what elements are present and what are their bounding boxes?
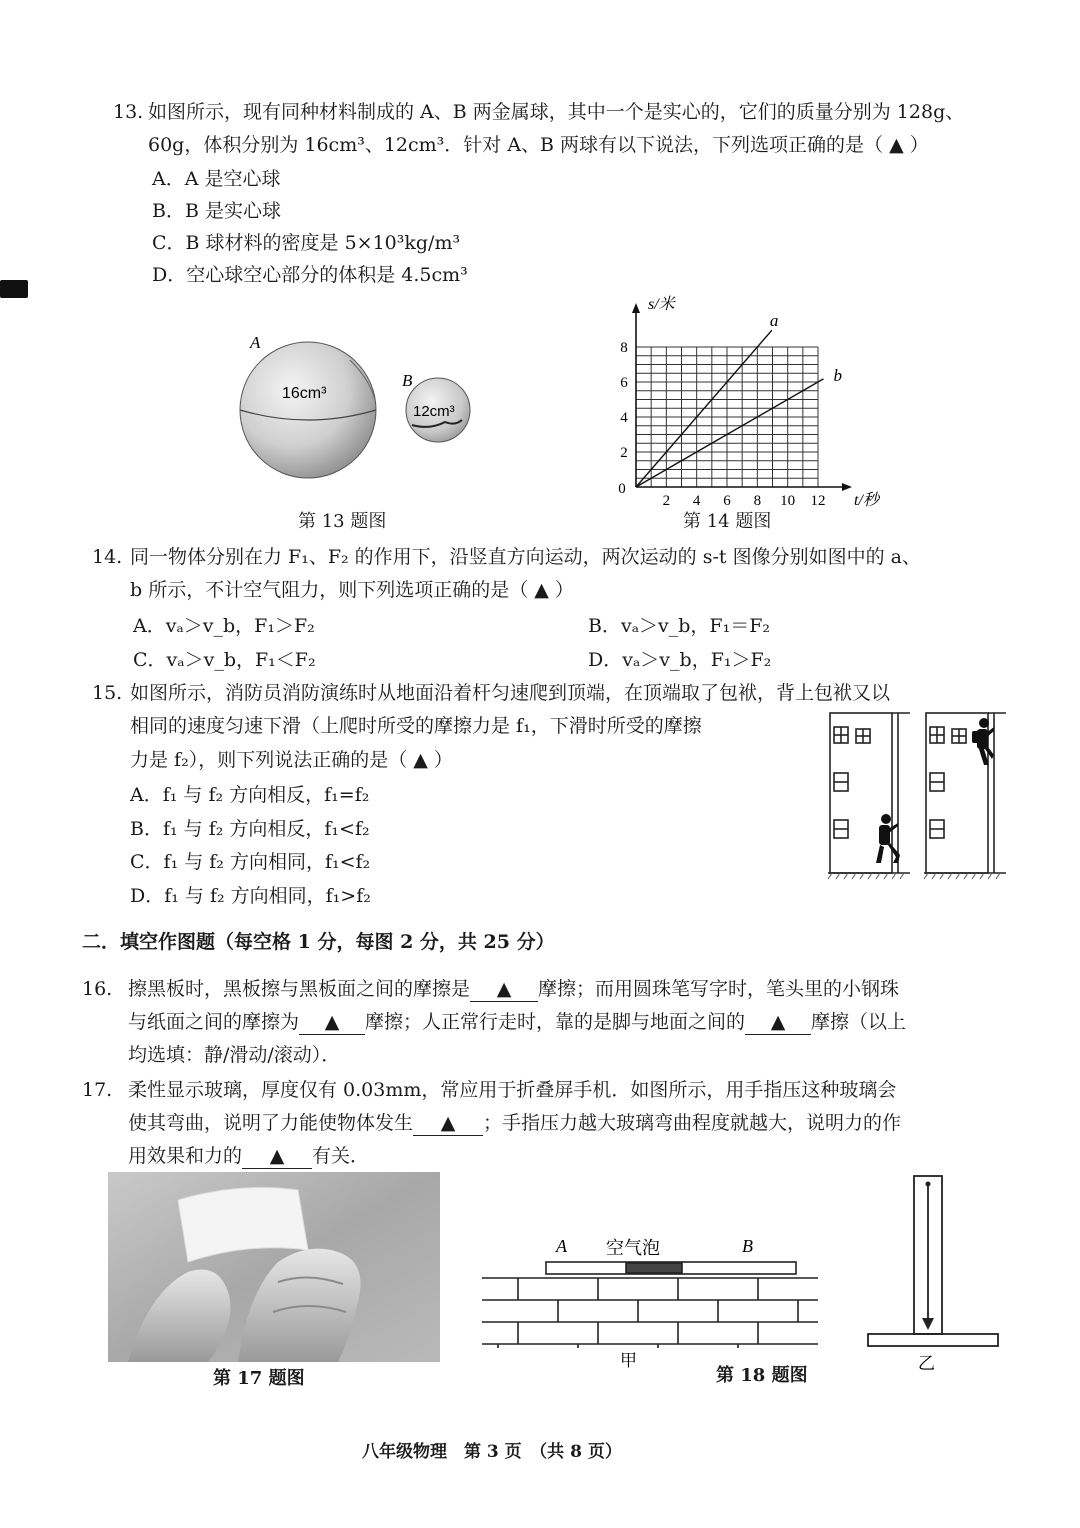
- q17-flexible-glass-photo: [108, 1172, 440, 1362]
- q14-option-b: B．vₐ＞v_b，F₁＝F₂: [588, 615, 771, 637]
- series-label-a: a: [769, 311, 779, 331]
- q16-line2-text-a: 与纸面之间的摩擦为: [128, 1011, 300, 1033]
- q14-figure-caption: 第 14 题图: [683, 511, 772, 532]
- q16-line3: 均选填：静/滑动/滚动）．: [128, 1044, 341, 1066]
- x-tick-label: 6: [723, 493, 731, 509]
- q18-label-b: B: [742, 1236, 753, 1256]
- origin-label: 0: [618, 481, 626, 497]
- q17-line3-text-b: 有关．: [312, 1145, 370, 1167]
- q16-blank-3[interactable]: ▲: [745, 1010, 811, 1035]
- y-tick-label: 4: [620, 410, 628, 426]
- firefighter-climbing: [876, 814, 900, 863]
- section2-title: 二．填空作图题（每空格 1 分，每图 2 分，共 25 分）: [82, 931, 555, 953]
- q14-option-c: C．vₐ＞v_b，F₁＜F₂: [133, 649, 316, 671]
- q17-blank-2[interactable]: ▲: [242, 1144, 312, 1169]
- air-bubble: [626, 1263, 682, 1273]
- y-tick-label: 6: [620, 375, 628, 391]
- series-line-b: [636, 379, 823, 487]
- y-tick-label: 2: [620, 445, 628, 461]
- x-tick-label: 8: [753, 493, 762, 509]
- firefighter-descending: [972, 718, 994, 765]
- sphere-b-volume: 12cm³: [413, 403, 455, 420]
- q18-label-yi: 乙: [918, 1354, 935, 1374]
- q13-option-d: D．空心球空心部分的体积是 4.5cm³: [152, 264, 468, 286]
- q13-option-a: A．A 是空心球: [152, 168, 281, 190]
- sphere-b-label: B: [402, 371, 413, 390]
- q15-option-c: C．f₁ 与 f₂ 方向相同，f₁<f₂: [130, 851, 371, 873]
- q17-blank-1[interactable]: ▲: [413, 1111, 483, 1136]
- q17-line1: 柔性显示玻璃，厚度仅有 0.03mm，常应用于折叠屏手机．如图所示，用手指压这种玻璃会: [128, 1079, 897, 1101]
- q16-line1: [128, 977, 899, 1002]
- q16-blank-2[interactable]: ▲: [299, 1010, 365, 1035]
- x-tick-label: 10: [780, 493, 796, 509]
- q17-figure-caption: 第 17 题图: [213, 1368, 305, 1389]
- q14-option-d: D．vₐ＞v_b，F₁＞F₂: [588, 649, 772, 671]
- q18-label-jia: 甲: [620, 1351, 637, 1371]
- q14-stem-line1: 同一物体分别在力 F₁、F₂ 的作用下，沿竖直方向运动，两次运动的 s-t 图像分别如图中的 a、: [130, 546, 921, 568]
- q13-stem-line2: 60g，体积分别为 16cm³、12cm³．针对 A、B 两球有以下说法，下列选项正确的是（ ▲ ）: [148, 134, 929, 156]
- q16-line1-text-a: 擦黑板时，黑板擦与黑板面之间的摩擦是: [128, 978, 471, 1000]
- q15-option-d: D．f₁ 与 f₂ 方向相同，f₁>f₂: [130, 885, 371, 907]
- q16-line2: [128, 1010, 906, 1035]
- q13-stem-line1: 如图所示，现有同种材料制成的 A、B 两金属球，其中一个是实心的，它们的质量分别为 128g、: [148, 101, 965, 123]
- q15-option-b: B．f₁ 与 f₂ 方向相反，f₁<f₂: [130, 818, 370, 840]
- q16-line1-text-b: 摩擦；而用圆珠笔写字时，笔头里的小钢珠: [538, 978, 900, 1000]
- q15-number: 15.: [92, 682, 123, 704]
- q16-number: 16.: [82, 978, 113, 1000]
- y-tick-label: 8: [620, 340, 628, 356]
- q14-stem-line2: b 所示，不计空气阻力，则下列选项正确的是（ ▲ ）: [130, 579, 574, 601]
- q15-stem-line1: 如图所示，消防员消防演练时从地面沿着杆匀速爬到顶端，在顶端取了包袱，背上包袱又以: [130, 682, 891, 704]
- q17-line3-text-a: 用效果和力的: [128, 1145, 243, 1167]
- q13-figure-caption: 第 13 题图: [298, 511, 387, 532]
- q17-number: 17.: [82, 1079, 113, 1101]
- q16-blank-1[interactable]: ▲: [470, 977, 538, 1002]
- x-tick-label: 4: [692, 493, 701, 509]
- x-tick-label: 2: [662, 493, 671, 509]
- q17-line2: [128, 1111, 901, 1136]
- margin-marker: [0, 280, 28, 298]
- q17-line3: [128, 1144, 369, 1169]
- y-axis-arrow: [632, 303, 640, 313]
- x-axis-arrow: [842, 483, 852, 491]
- base-board: [868, 1334, 998, 1346]
- plumb-bob: [922, 1318, 934, 1330]
- q14-number: 14.: [92, 546, 123, 568]
- q14-st-chart: [610, 290, 910, 520]
- x-tick-label: 12: [810, 493, 826, 509]
- q15-stem-line2: 相同的速度匀速下滑（上爬时所受的摩擦力是 f₁，下滑时所受的摩擦: [130, 715, 702, 737]
- y-axis-label: s/米: [648, 296, 675, 313]
- q18-label-bubble: 空气泡: [606, 1238, 660, 1259]
- q14-option-a: A．vₐ＞v_b，F₁＞F₂: [133, 615, 315, 637]
- x-axis-label: t/秒: [854, 492, 879, 509]
- q18-figure-caption: 第 18 题图: [716, 1365, 808, 1386]
- page-footer: 八年级物理 第 3 页 （共 8 页）: [362, 1442, 622, 1462]
- q18-figure-jia: [478, 1230, 828, 1370]
- q18-label-a: A: [556, 1236, 567, 1256]
- q16-line2-text-b: 摩擦；人正常行走时，靠的是脚与地面之间的: [365, 1011, 746, 1033]
- q13-spheres-figure: [230, 330, 490, 500]
- q13-option-c: C．B 球材料的密度是 5×10³kg/m³: [152, 232, 461, 254]
- q15-option-a: A．f₁ 与 f₂ 方向相反，f₁=f₂: [130, 784, 370, 806]
- q13-option-b: B．B 是实心球: [152, 200, 281, 222]
- q17-line2-text-a: 使其弯曲，说明了力能使物体发生: [128, 1112, 414, 1134]
- series-label-b: b: [833, 365, 842, 385]
- q15-stem-line3: 力是 f₂），则下列说法正确的是（ ▲ ）: [130, 749, 453, 771]
- q17-line2-text-b: ；手指压力越大玻璃弯曲程度就越大，说明力的作: [483, 1112, 902, 1134]
- sphere-a-label: A: [250, 333, 261, 352]
- q18-figure-yi: [862, 1172, 1002, 1372]
- sphere-a: [240, 342, 376, 478]
- q15-firefighter-figure: [826, 705, 1036, 885]
- sphere-a-volume: 16cm³: [282, 385, 327, 402]
- q13-number: 13.: [113, 101, 144, 123]
- q16-line2-text-c: 摩擦（以上: [811, 1011, 907, 1033]
